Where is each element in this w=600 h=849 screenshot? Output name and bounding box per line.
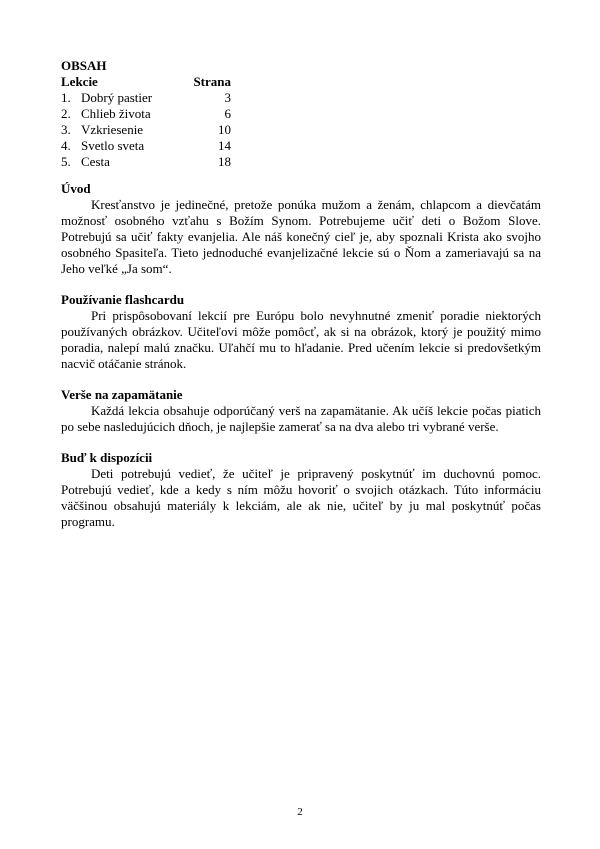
toc-row-title: Chlieb života: [81, 106, 151, 121]
section-intro: [61, 181, 541, 277]
section-heading: Úvod: [61, 181, 91, 196]
toc-row: [61, 154, 231, 170]
toc-lesson-column: Lekcie: [61, 74, 98, 89]
section-heading: Verše na zapamätanie: [61, 387, 183, 402]
toc-row-page: 14: [218, 138, 231, 153]
toc-row-title: Vzkriesenie: [81, 122, 144, 137]
toc-row-page: 18: [218, 154, 231, 169]
section-memory-verses: [61, 387, 541, 435]
page-number: 2: [297, 806, 303, 818]
toc-row-title: Cesta: [81, 154, 110, 169]
toc-row: [61, 122, 231, 138]
section-heading: Buď k dispozícii: [61, 450, 153, 465]
toc-page-column: Strana: [193, 74, 231, 89]
toc-row: [61, 90, 231, 106]
section-paragraph: Kresťanstvo je jedinečné, pretože ponúka mužom a ženám, chlapcom a dievčatám možnosť osobného vzťahu s Božím Synom. Potrebujeme učiť deti o Božom Slove. Potrebujú sa učiť fakty evanjelia. Ale náš konečný cieľ je, aby spoznali Krista ako svojho osobného Spasiteľa. Tieto jednoduché evanjelizačné lekcie sú o Ňom a zameriavajú sa na Jeho veľké „Ja som“.: [61, 197, 541, 276]
toc-row-page: 6: [224, 106, 231, 121]
toc-row-page: 10: [218, 122, 231, 137]
toc-row-page: 3: [224, 90, 231, 105]
toc-row-number: 2.: [61, 106, 71, 121]
table-of-contents: [61, 58, 231, 170]
toc-row-number: 4.: [61, 138, 71, 153]
section-availability: [61, 450, 541, 530]
section-paragraph: Deti potrebujú vedieť, že učiteľ je pripravený poskytnúť im duchovnú pomoc. Potrebujú vedieť, kde a kedy s ním môžu hovoriť o svojich otázkach. Túto informáciu väčšinou obsahujú materiály k lekciám, ale ak nie, učiteľ by ju mal poskytnúť počas programu.: [61, 466, 541, 529]
section-heading: Používanie flashcardu: [61, 292, 185, 307]
toc-row: [61, 138, 231, 154]
toc-row-number: 5.: [61, 154, 71, 169]
toc-row: [61, 106, 231, 122]
toc-row-number: 3.: [61, 122, 71, 137]
body-sections: [61, 181, 541, 545]
contents-title: OBSAH: [61, 58, 107, 73]
section-paragraph: Pri prispôsobovaní lekcií pre Európu bolo nevyhnutné zmeniť poradie niektorých používaných obrázkov. Učiteľovi môže pomôcť, ak si na obrázok, ktorý je použitý mimo poradia, nalepí malú značku. Uľahčí mu to hľadanie. Pred učením lekcie si predovšetkým nacvič otáčanie stránok.: [61, 308, 541, 371]
toc-row-title: Svetlo sveta: [81, 138, 145, 153]
toc-header: [61, 74, 231, 90]
section-flashcard: [61, 292, 541, 372]
toc-row-number: 1.: [61, 90, 71, 105]
toc-row-title: Dobrý pastier: [81, 90, 153, 105]
section-paragraph: Každá lekcia obsahuje odporúčaný verš na zapamätanie. Ak učíš lekcie počas piatich po sebe nasledujúcich dňoch, je najlepšie zamerať sa na dva alebo tri vybrané verše.: [61, 403, 541, 434]
